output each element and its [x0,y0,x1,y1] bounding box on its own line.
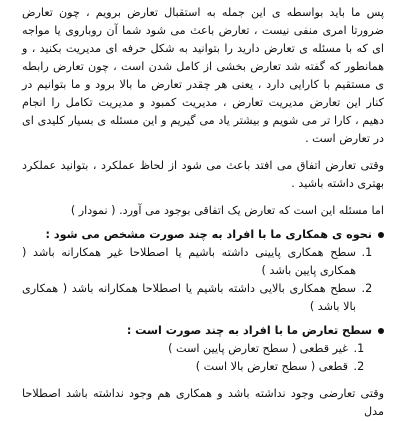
list-item: 2. قطعی ( سطح تعارض بالا است ) [22,358,350,376]
cooperation-list [22,244,384,316]
conflict-heading-text: سطح تعارض ما با افراد به چند صورت است : [126,324,372,337]
bullet-icon [378,232,384,238]
list-item: 1. سطح همکاری پایینی داشته باشیم یا اصطلاحا غیر همکارانه باشد ( همکاری پایین باشد ) [22,244,358,280]
performance-paragraph: وقتی تعارض اتفاق می افتد باعث می شود از لحاظ عملکرد ، بتوانید عملکرد بهتری داشته باشید . [22,159,384,190]
list-item: 2. سطح همکاری بالایی داشته باشیم یا اصطلاحا همکارانه باشد ( همکاری بالا باشد ) [22,280,358,316]
conflict-heading [22,322,384,340]
question-paragraph: اما مسئله این است که تعارض یک اتفاقی بوجود می آورد. ( نمودار ) [70,204,384,217]
list-item: 1. غیر قطعی ( سطح تعارض پایین است ) [22,340,350,358]
conflict-list [22,340,384,376]
closing-paragraph: وقتی تعارضی وجود نداشته باشد و همکاری هم وجود نداشته باشد اصطلاحا مدل [22,387,384,418]
bullet-icon [378,328,384,334]
cooperation-heading [22,226,384,244]
cooperation-heading-text: نحوه ی همکاری ما با افراد به چند صورت مشخص می شود : [45,228,372,241]
intro-paragraph: پس ما باید بواسطه ی این جمله به استقبال تعارض برویم ، چون تعارض ضرورتا امری منفی نیست ، تعارض باعث می شود شما آن روباروی یا مواجه ای که با مسئله ی تعارض دارید را بتوانید به شکل حرفه ای مدیریت بکنید ، و همانطور که گفته شد تعارض بخشی از کامل شدن است ، چون تعارض رابطه ی مستقیم با کارایی دارد ، یعنی هر چقدر تعارض ما بالا برود و ما بتوانیم در کنار این تعارض مدیریت تعارض ، مدیریت کمبود و مدیریت تکامل را انجام دهیم ، کارا تر می شویم و بیشتر یاد می گیریم و این مسئله ی بسیار کلیدی ای در تعارض است . [22,6,384,145]
